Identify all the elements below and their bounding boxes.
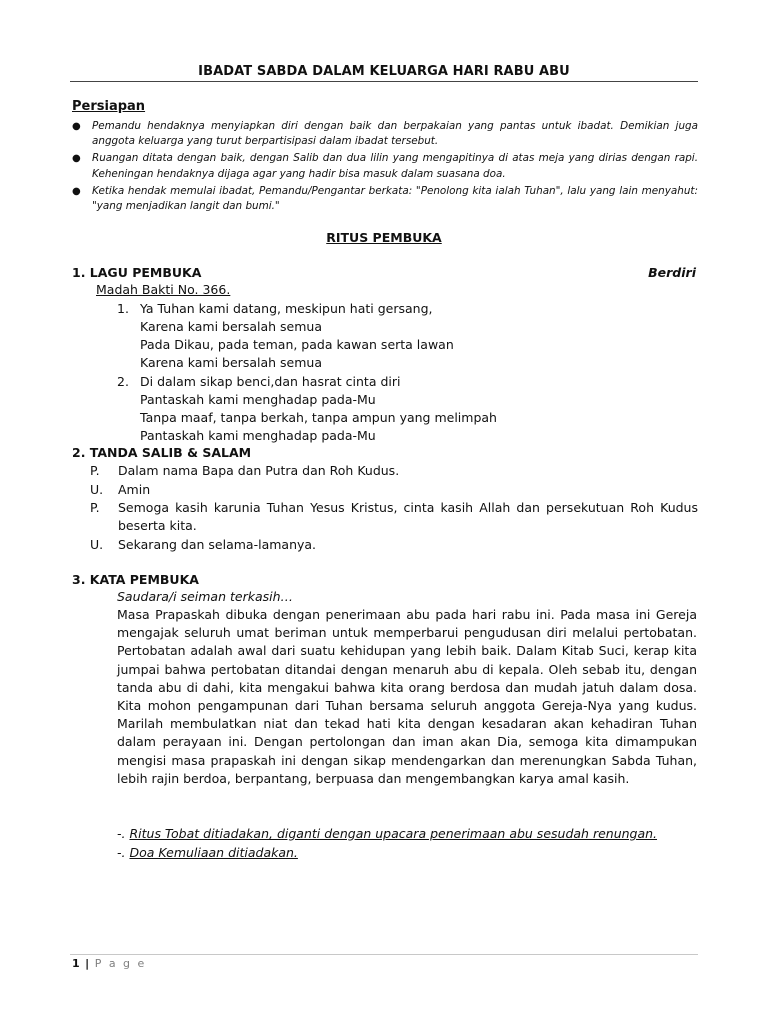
- persiapan-item-text: Ketika hendak memulai ibadat, Pemandu/Pengantar berkata: "Penolong kita ialah Tuhan", lalu yang lain menyahut: "yang menjadikan langit dan bumi.": [92, 184, 698, 213]
- liturgy-text: Sekarang dan selama-lamanya.: [118, 537, 317, 552]
- verse-line: Pada Dikau, pada teman, pada kawan serta lawan: [140, 337, 454, 352]
- rubric-note: [117, 845, 298, 860]
- note-text: Ritus Tobat ditiadakan, diganti dengan upacara penerimaan abu sesudah renungan.: [129, 826, 658, 841]
- hymn-source: Madah Bakti No. 366.: [96, 282, 231, 297]
- page-separator: |: [85, 957, 90, 970]
- persiapan-item-text: Ruangan ditata dengan baik, dengan Salib dan dua lilin yang mengapitinya di atas meja yang dirias dengan rapi. Keheningan hendaknya dijaga agar yang hadir bisa masuk dalam suasana doa.: [92, 152, 698, 180]
- persiapan-item: [72, 119, 698, 149]
- verse-line: Karena kami bersalah semua: [140, 355, 322, 370]
- greeting-text: Saudara/i seiman terkasih…: [117, 589, 294, 604]
- speaker-label: P.: [90, 463, 100, 478]
- lagu-pembuka-heading: 1. LAGU PEMBUKA: [72, 265, 202, 280]
- verse-line: Karena kami bersalah semua: [140, 319, 322, 334]
- rubric-note: [117, 826, 657, 841]
- liturgy-text: Dalam nama Bapa dan Putra dan Roh Kudus.: [118, 463, 400, 478]
- speaker-label: P.: [90, 500, 100, 515]
- verse-line: Pantaskah kami menghadap pada-Mu: [140, 428, 376, 443]
- persiapan-item-text: Pemandu hendaknya menyiapkan diri dengan baik dan berpakaian yang pantas untuk ibadat. Demikian juga anggota keluarga yang turut berpartisipasi dalam ibadat tersebut.: [92, 120, 698, 148]
- verse-number: 1.: [117, 301, 129, 316]
- persiapan-item: [72, 151, 698, 181]
- verse-line: Di dalam sikap benci,dan hasrat cinta diri: [140, 374, 401, 389]
- verse-number: 2.: [117, 374, 129, 389]
- page-label: P a g e: [94, 957, 147, 970]
- note-prefix: -.: [117, 826, 130, 841]
- ritus-pembuka-heading: RITUS PEMBUKA: [326, 230, 442, 245]
- persiapan-item: [72, 184, 698, 214]
- opening-paragraph: Masa Prapaskah dibuka dengan penerimaan abu pada hari rabu ini. Pada masa ini Gereja mengajak seluruh umat beriman untuk memperbarui pengudusan diri melalui pertobatan. Pertobatan adalah awal dari suatu kehidupan yang lebih baik. Dalam Kitab Suci, kerap kita jumpai bahwa pertobatan ditandai dengan menaruh abu di kepala. Oleh sebab itu, dengan tanda abu di dahi, kita mengakui bahwa kita orang berdosa dan mudah jatuh dalam dosa. Kita mohon pengampunan dari Tuhan bersama seluruh anggota Gereja-Nya yang kudus. Marilah membulatkan niat dan tekad hati kita dengan kesadaran akan kehadiran Tuhan dalam perayaan ini. Dengan pertolongan dan iman akan Dia, semoga kita dimampukan mengisi masa prapaskah ini dengan sikap mendengarkan dan merenungkan Sabda Tuhan, lebih rajin berdoa, berpantang, berpuasa dan mengembangkan karya amal kasih.: [117, 607, 697, 786]
- tanda-salib-heading: 2. TANDA SALIB & SALAM: [72, 445, 252, 460]
- bullet-icon: ●: [72, 121, 81, 132]
- title-underline: [70, 81, 698, 82]
- page-footer: [72, 957, 146, 970]
- speaker-label: U.: [90, 482, 104, 497]
- persiapan-heading: Persiapan: [72, 99, 146, 114]
- verse-line: Tanpa maaf, tanpa berkah, tanpa ampun yang melimpah: [140, 410, 497, 425]
- kata-pembuka-heading: 3. KATA PEMBUKA: [72, 572, 199, 587]
- bullet-icon: ●: [72, 153, 81, 165]
- document-title: IBADAT SABDA DALAM KELUARGA HARI RABU ABU: [198, 64, 570, 79]
- persiapan-list: [72, 119, 698, 216]
- liturgy-text: Semoga kasih karunia Tuhan Yesus Kristus, cinta kasih Allah dan persekutuan Roh Kudus beserta kita.: [118, 500, 698, 533]
- note-text: Doa Kemuliaan ditiadakan.: [129, 845, 298, 860]
- page-number: 1: [72, 957, 80, 970]
- verse-line: Pantaskah kami menghadap pada-Mu: [140, 392, 376, 407]
- footer-divider: [70, 954, 698, 955]
- posture-label: Berdiri: [648, 265, 696, 280]
- bullet-icon: ●: [72, 185, 81, 197]
- verse-line: Ya Tuhan kami datang, meskipun hati gersang,: [140, 301, 433, 316]
- note-prefix: -.: [117, 845, 130, 860]
- speaker-label: U.: [90, 537, 104, 552]
- liturgy-text: Amin: [118, 482, 151, 497]
